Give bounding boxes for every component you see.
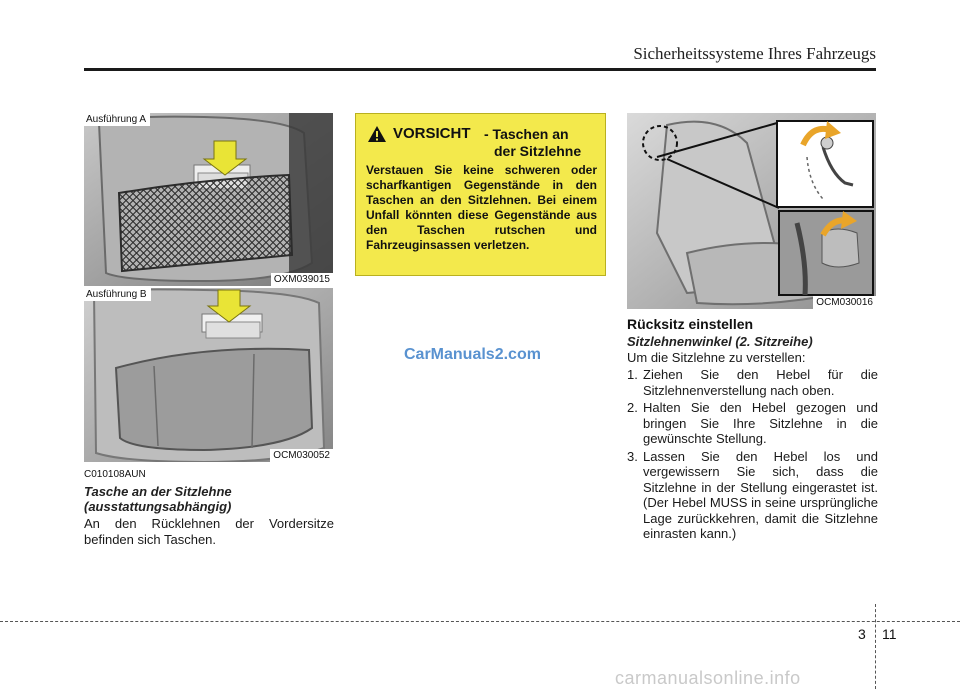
right-subtitle: Sitzlehnenwinkel (2. Sitzreihe) [627,334,813,349]
rear-seat-illustration [627,113,876,309]
page-number: 11 [882,626,897,642]
figure-b-code: OCM030052 [270,449,333,462]
left-subtitle [84,484,334,514]
section-title-rear-seat: Rücksitz einstellen [627,316,754,332]
step-text: Halten Sie den Hebel gezogen und bringen Sie Ihre Sitzlehne in die gewünschte Stellung. [643,400,878,446]
figure-b-seatback-leather-pocket [84,288,333,462]
chapter-number: 3 [858,626,866,642]
caution-box [355,113,606,276]
step-item [627,449,878,542]
left-subtitle-line1: Tasche an der Sitzlehne [84,484,232,499]
left-body-text: An den Rücklehnen der Vordersitze befinden sich Taschen. [84,516,334,547]
figure-c-code: OCM030016 [813,296,876,309]
step-item [627,400,878,447]
section-code: C010108AUN [84,469,146,480]
step-number: 1. [627,367,638,382]
figure-a-label: Ausführung A [84,113,150,126]
caution-subtitle-line2: der Sitzlehne [494,143,582,159]
footer-site-watermark: carmanualsonline.info [615,668,801,688]
figure-b-label: Ausführung B [84,288,151,301]
step-item [627,367,878,398]
footer-divider [875,604,876,689]
page-header-title: Sicherheitssysteme Ihres Fahrzeugs [633,44,876,63]
caution-subtitle-line1: - Taschen an [484,126,569,142]
figure-a-seatback-net-pocket [84,113,333,286]
step-number: 3. [627,448,638,464]
step-text: Lassen Sie den Hebel los und vergewissern Sie sich, dass die Sitzlehne in der Stellung eingerastet ist. (Der Hebel MUSS in seine ursprüngliche Lage zurückkehren, damit die Sitzlehne einrasten kann.) [643,448,878,541]
step-number: 2. [627,400,638,415]
left-subtitle-line2: (ausstattungsabhängig) [84,499,232,514]
figure-a-code: OXM039015 [271,273,333,286]
caution-title: VORSICHT [393,125,471,142]
right-intro: Um die Sitzlehne zu verstellen: [627,350,806,365]
seatback-pocket-illustration [84,288,333,462]
warning-triangle-icon [367,125,387,143]
footer-rule [0,621,960,622]
caution-text: Verstauen Sie keine schweren oder scharfkantigen Gegenstände in den Taschen an den Sitzlehnen. Bei einem Unfall könnten diese Gegenstände aus den Taschen rutschen und Fahrzeuginsassen verletzen. [366,163,597,252]
figure-c-rear-seat-recline [627,113,876,309]
step-text: Ziehen Sie den Hebel für die Sitzlehnenverstellung nach oben. [643,367,878,398]
header-rule [84,68,876,71]
steps-list [627,367,878,544]
seatback-net-illustration [84,113,333,286]
watermark-text: CarManuals2.com [404,346,541,363]
